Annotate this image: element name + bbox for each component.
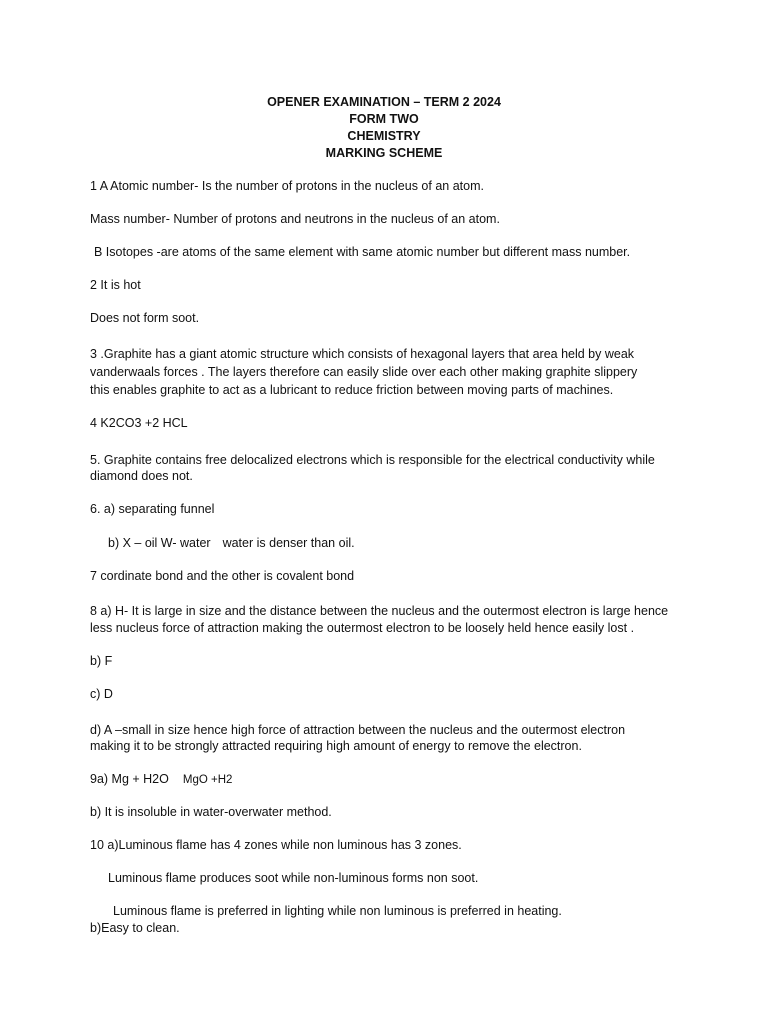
marking-scheme-title: MARKING SCHEME [325, 146, 443, 160]
answer-7: 7 cordinate bond and the other is covalent bond [90, 569, 355, 583]
answer-8b: b) F [90, 654, 113, 668]
answer-8d-line-1: d) A –small in size hence high force of attraction between the nucleus and the outermost electron [90, 723, 626, 737]
answer-9a [90, 771, 232, 789]
answer-1a-mass-number: Mass number- Number of protons and neutrons in the nucleus of an atom. [90, 212, 500, 226]
answer-5-line-2: diamond does not. [90, 469, 193, 483]
subject-title: CHEMISTRY [347, 129, 421, 143]
answer-6b [108, 535, 355, 552]
answer-4: 4 K2CO3 +2 HCL [90, 416, 188, 430]
form-level: FORM TWO [349, 112, 419, 126]
answer-2b: Does not form soot. [90, 311, 200, 325]
answer-1a: 1 A Atomic number- Is the number of protons in the nucleus of an atom. [90, 179, 484, 193]
answer-6b-part-1: b) X – oil W- water [108, 536, 211, 550]
answer-9a-reactants: 9a) Mg + H2O [90, 772, 169, 786]
answer-2a: 2 It is hot [90, 278, 141, 292]
answer-3-line-2: vanderwaals forces . The layers therefore can easily slide over each other making graphite slippery [90, 365, 638, 379]
exam-title: OPENER EXAMINATION – TERM 2 2024 [267, 95, 501, 109]
answer-8c: c) D [90, 687, 113, 701]
answer-1b: B Isotopes -are atoms of the same element with same atomic number but different mass number. [94, 245, 631, 259]
answer-8a-line-2: less nucleus force of attraction making the outermost electron to be loosely held hence easily lost . [90, 621, 635, 635]
answer-10a-line-1: 10 a)Luminous flame has 4 zones while non luminous has 3 zones. [90, 838, 462, 852]
answer-8d-line-2: making it to be strongly attracted requiring high amount of energy to remove the electron. [90, 739, 582, 753]
answer-9b: b) It is insoluble in water-overwater method. [90, 805, 332, 819]
answer-10b: b)Easy to clean. [90, 921, 180, 935]
answer-8a-line-1: 8 a) H- It is large in size and the distance between the nucleus and the outermost electron is large hence [90, 604, 669, 618]
answer-6a: 6. a) separating funnel [90, 502, 215, 516]
answer-3-line-3: this enables graphite to act as a lubricant to reduce friction between moving parts of machines. [90, 383, 614, 397]
answer-10a-line-2: Luminous flame produces soot while non-luminous forms non soot. [108, 871, 479, 885]
answer-10a-line-3: Luminous flame is preferred in lighting while non luminous is preferred in heating. [113, 904, 562, 918]
answer-5-line-1: 5. Graphite contains free delocalized electrons which is responsible for the electrical conductivity while [90, 453, 655, 467]
answer-9a-products: MgO +H2 [182, 774, 233, 786]
answer-6b-part-2: water is denser than oil. [222, 536, 355, 550]
answer-3-line-1: 3 .Graphite has a giant atomic structure which consists of hexagonal layers that area held by weak [90, 347, 635, 361]
